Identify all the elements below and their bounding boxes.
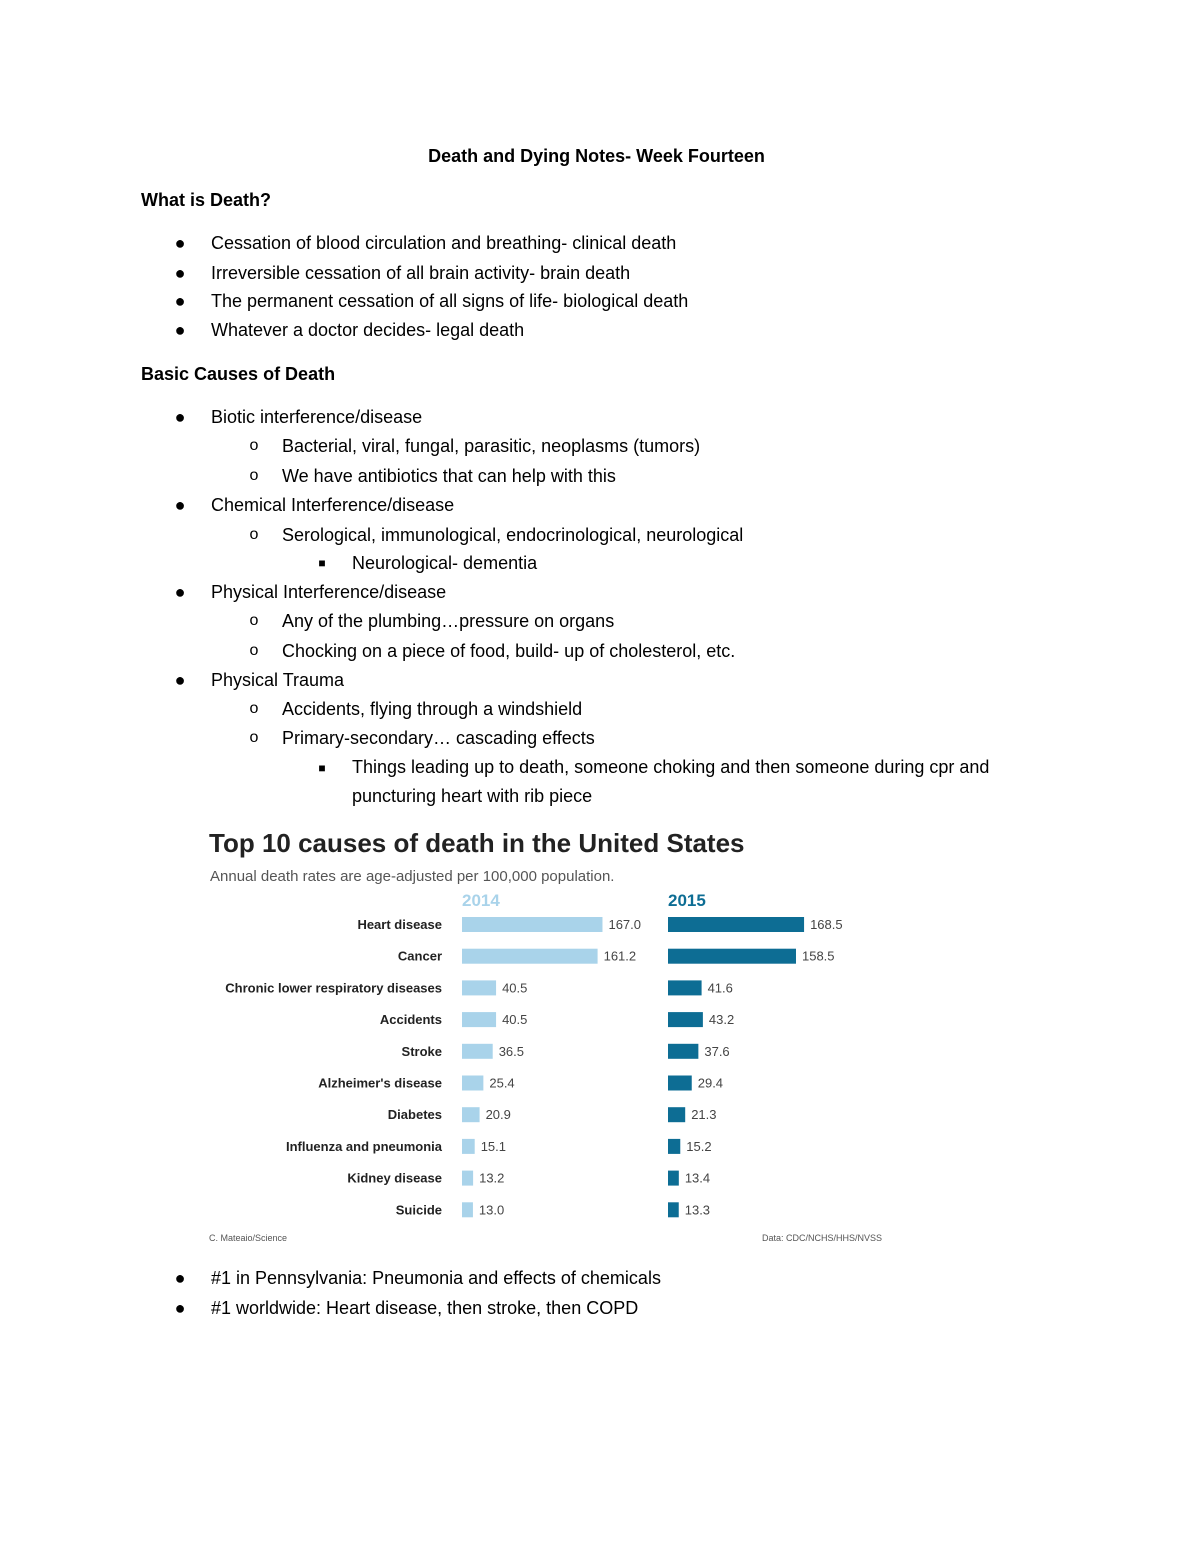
list-item: Biotic interference/disease (211, 407, 423, 427)
bullet-marker: o (249, 467, 259, 484)
category-label: Influenza and pneumonia (285, 1138, 442, 1154)
list-item: Irreversible cessation of all brain activity- brain death (211, 263, 631, 283)
data-label-2015-6: 21.3 (691, 1107, 717, 1123)
list-subitem: Bacterial, viral, fungal, parasitic, neoplasms (tumors) (282, 436, 701, 456)
list-item: The permanent cessation of all signs of life- biological death (211, 291, 689, 311)
chart-subtitle: Annual death rates are age-adjusted per 100,000 population. (210, 868, 615, 885)
list-subitem: Accidents, flying through a windshield (282, 699, 583, 719)
category-label: Kidney disease (347, 1170, 442, 1186)
bar-2015-3 (668, 1012, 703, 1027)
bullet-marker: o (249, 700, 259, 717)
bullet-marker: ■ (318, 761, 326, 775)
list-item: Physical Trauma (211, 670, 345, 690)
bar-2015-0 (668, 917, 804, 932)
bullet-marker: ● (174, 670, 186, 690)
category-label: Accidents (379, 1012, 442, 1028)
bullet-marker: o (249, 526, 259, 543)
series-header-2014: 2014 (462, 891, 500, 910)
category-label: Chronic lower respiratory diseases (225, 980, 442, 996)
category-label: Alzheimer's disease (318, 1075, 442, 1091)
bullet-marker: ■ (318, 556, 326, 570)
series-header-2015: 2015 (668, 891, 706, 910)
bar-2014-8 (462, 1171, 473, 1186)
bar-2015-1 (668, 949, 796, 964)
data-label-2014-5: 25.4 (489, 1075, 515, 1091)
data-label-2015-4: 37.6 (704, 1043, 730, 1059)
bar-2015-9 (668, 1202, 679, 1217)
data-label-2015-2: 41.6 (707, 980, 733, 996)
bullet-marker: ● (174, 582, 186, 602)
bullet-marker: ● (174, 407, 186, 427)
bar-2015-4 (668, 1044, 698, 1059)
list-subitem: We have antibiotics that can help with this (282, 466, 616, 486)
bar-2014-3 (462, 1012, 496, 1027)
list-subitem: Serological, immunological, endocrinological, neurological (282, 525, 744, 545)
document-title: Death and Dying Notes- Week Fourteen (428, 146, 765, 166)
data-label-2014-2: 40.5 (502, 980, 528, 996)
bullet-marker: o (249, 642, 259, 659)
list-item: #1 worldwide: Heart disease, then stroke, then COPD (211, 1298, 639, 1318)
bar-2014-4 (462, 1044, 493, 1059)
list-subitem: Primary-secondary… cascading effects (282, 728, 595, 748)
bullet-marker: ● (174, 233, 186, 253)
bar-2014-6 (462, 1107, 480, 1122)
bar-2015-5 (668, 1076, 692, 1091)
list-subsubitem: Things leading up to death, someone choking and then someone during cpr and puncturing heart with rib piece (352, 757, 990, 806)
category-label: Suicide (395, 1202, 442, 1218)
bullet-marker: ● (174, 495, 186, 515)
bar-2014-5 (462, 1076, 483, 1091)
section-heading-what-is-death: What is Death? (141, 190, 272, 210)
bullet-marker: o (249, 612, 259, 629)
bullet-marker: ● (174, 263, 186, 283)
category-label: Diabetes (387, 1107, 442, 1123)
data-label-2014-4: 36.5 (498, 1043, 525, 1059)
category-label: Stroke (401, 1043, 442, 1059)
bar-2015-6 (668, 1107, 685, 1122)
bar-2014-0 (462, 917, 602, 932)
list-subsubitem: Neurological- dementia (352, 553, 538, 573)
list-subitem: Any of the plumbing…pressure on organs (282, 611, 615, 631)
data-label-2015-0: 168.5 (810, 917, 843, 932)
bar-2014-2 (462, 980, 496, 995)
list-subitem: Chocking on a piece of food, build- up of cholesterol, etc. (282, 641, 736, 661)
bar-2015-8 (668, 1171, 679, 1186)
data-label-2014-6: 20.9 (485, 1107, 511, 1123)
bar-2014-1 (462, 949, 598, 964)
data-label-2015-9: 13.3 (684, 1202, 711, 1218)
bullet-marker: ● (174, 291, 186, 311)
bullet-marker: o (249, 729, 259, 746)
data-label-2014-7: 15.1 (480, 1138, 507, 1154)
data-label-2014-9: 13.0 (478, 1202, 505, 1218)
section-heading-basic-causes: Basic Causes of Death (141, 364, 336, 384)
data-label-2015-1: 158.5 (801, 948, 835, 964)
list-item: Cessation of blood circulation and breathing- clinical death (211, 233, 677, 253)
bar-2014-7 (462, 1139, 475, 1154)
list-item: #1 in Pennsylvania: Pneumonia and effects of chemicals (211, 1268, 661, 1288)
bullet-marker: ● (174, 1298, 186, 1318)
category-label: Heart disease (357, 917, 442, 932)
bullet-marker: o (249, 437, 259, 454)
data-label-2015-5: 29.4 (697, 1075, 724, 1091)
causes-of-death-chart (195, 820, 895, 1250)
bullet-marker: ● (174, 1268, 186, 1288)
bar-2014-9 (462, 1202, 473, 1217)
chart-title: Top 10 causes of death in the United States (209, 828, 745, 858)
chart-credit: C. Mateaio/Science (209, 1233, 288, 1243)
data-label-2014-8: 13.2 (479, 1170, 505, 1186)
data-label-2014-3: 40.5 (502, 1012, 528, 1028)
list-item: Whatever a doctor decides- legal death (211, 320, 525, 340)
chart-source: Data: CDC/NCHS/HHS/NVSS (761, 1233, 882, 1243)
list-item: Chemical Interference/disease (211, 495, 455, 515)
data-label-2014-1: 161.2 (603, 948, 637, 964)
data-label-2015-8: 13.4 (684, 1170, 711, 1186)
data-label-2015-3: 43.2 (708, 1012, 735, 1028)
data-label-2014-0: 167.0 (608, 917, 642, 932)
category-label: Cancer (397, 948, 442, 964)
list-item: Physical Interference/disease (211, 582, 447, 602)
bullet-marker: ● (174, 320, 186, 340)
bar-2015-2 (668, 980, 702, 995)
data-label-2015-7: 15.2 (686, 1138, 712, 1154)
bar-2015-7 (668, 1139, 680, 1154)
